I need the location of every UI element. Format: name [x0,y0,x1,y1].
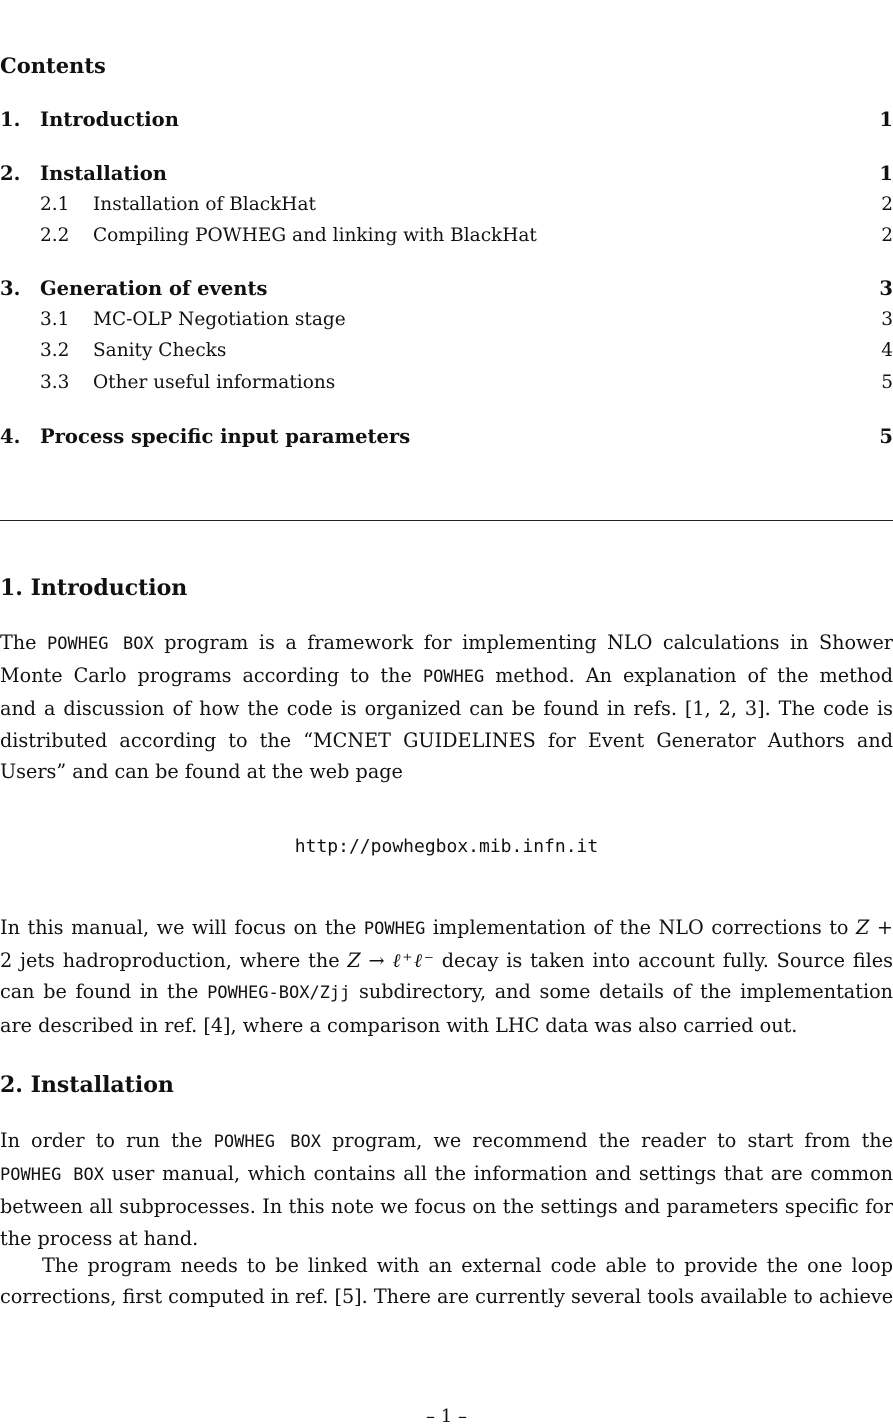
toc-title: Installation [40,162,167,185]
toc-number: 4. [0,425,21,448]
toc-title: Compiling POWHEG and linking with BlackHat [93,225,537,246]
section-heading-installation: 2. Installation [0,1072,174,1098]
code-text: POWHEG [363,919,426,939]
text-line: are described in ref. [4], where a comparison with LHC data was also carried out. [0,1013,798,1037]
toc-title: MC-OLP Negotiation stage [93,309,346,330]
text-line: the process at hand. [0,1226,199,1250]
toc-title: Process specific input parameters [40,425,411,448]
text-line: In order to run the POWHEG BOX program, we recommend the reader to start from the [0,1129,893,1152]
toc-title: Sanity Checks [93,340,227,361]
toc-row[interactable] [0,372,893,393]
toc-number: 2.2 [40,225,70,246]
toc-row[interactable] [0,225,893,246]
toc-page: 2 [881,194,893,215]
toc-page: 3 [879,277,893,300]
section-divider [0,520,893,521]
toc-number: 3. [0,277,21,300]
section-heading-introduction: 1. Introduction [0,575,188,601]
intro-paragraph-2 [0,912,893,1041]
toc-page: 3 [881,309,893,330]
text-line: can be found in the POWHEG-BOX/Zjj subdirectory, and some details of the implementation [0,980,893,1004]
text-line: Monte Carlo programs according to the POWHEG method. An explanation of the method [0,664,893,688]
text-line: and a discussion of how the code is organized can be found in refs. [1, 2, 3]. The code is [0,697,893,721]
text-line: 2 jets hadroproduction, where the Z → ℓ⁺ℓ⁻ decay is taken into account fully. Source files [0,949,893,973]
install-paragraph-1 [0,1125,893,1254]
toc-row[interactable] [0,194,893,215]
code-text: POWHEG BOX [0,1165,104,1186]
code-text: POWHEG BOX [213,1132,321,1152]
code-text: POWHEG-BOX/Zjj [207,983,351,1004]
toc-number: 1. [0,108,21,131]
web-link[interactable]: http://powhegbox.mib.infn.it [294,836,599,857]
text-line: In this manual, we will focus on the POWHEG implementation of the NLO corrections to Z + [0,916,893,939]
toc-page: 1 [879,108,893,131]
toc-title: Generation of events [40,277,268,300]
toc-row[interactable] [0,340,893,361]
toc-heading: Contents [0,53,106,78]
toc-page: 2 [881,225,893,246]
code-text: POWHEG [422,667,485,688]
toc-title: Other useful informations [93,372,336,393]
intro-paragraph-1 [0,627,893,787]
toc-page: 5 [879,425,893,448]
toc-number: 3.2 [40,340,70,361]
text-line: The program needs to be linked with an external code able to provide the one loop [42,1254,893,1277]
text-line: POWHEG BOX user manual, which contains all the information and settings that are common [0,1162,893,1186]
text-line: Users” and can be found at the web page [0,759,403,783]
toc-title: Introduction [40,108,179,131]
toc-page: 5 [881,372,893,393]
text-line: distributed according to the “MCNET GUIDELINES for Event Generator Authors and [0,728,893,752]
toc-number: 2. [0,162,21,185]
text-line: The POWHEG BOX program is a framework for implementing NLO calculations in Shower [0,631,893,654]
code-text: POWHEG BOX [47,634,154,654]
math-symbol: Z [856,916,870,939]
toc-row[interactable] [0,309,893,330]
toc-number: 3.1 [40,309,70,330]
toc-number: 2.1 [40,194,70,215]
page-number: – 1 – [426,1406,467,1427]
install-paragraph-2 [0,1250,893,1312]
toc-title: Installation of BlackHat [93,194,316,215]
math-expression: Z → ℓ⁺ℓ⁻ [347,949,434,973]
toc-page: 4 [881,340,893,361]
text-line: between all subprocesses. In this note we focus on the settings and parameters specific for [0,1195,893,1219]
text-line: corrections, first computed in ref. [5]. There are currently several tools available to achieve [0,1285,893,1309]
toc-row[interactable] [0,108,893,131]
toc-page: 1 [879,162,893,185]
toc-row[interactable] [0,162,893,185]
toc-row[interactable] [0,425,893,448]
toc-row[interactable] [0,277,893,300]
toc-number: 3.3 [40,372,70,393]
